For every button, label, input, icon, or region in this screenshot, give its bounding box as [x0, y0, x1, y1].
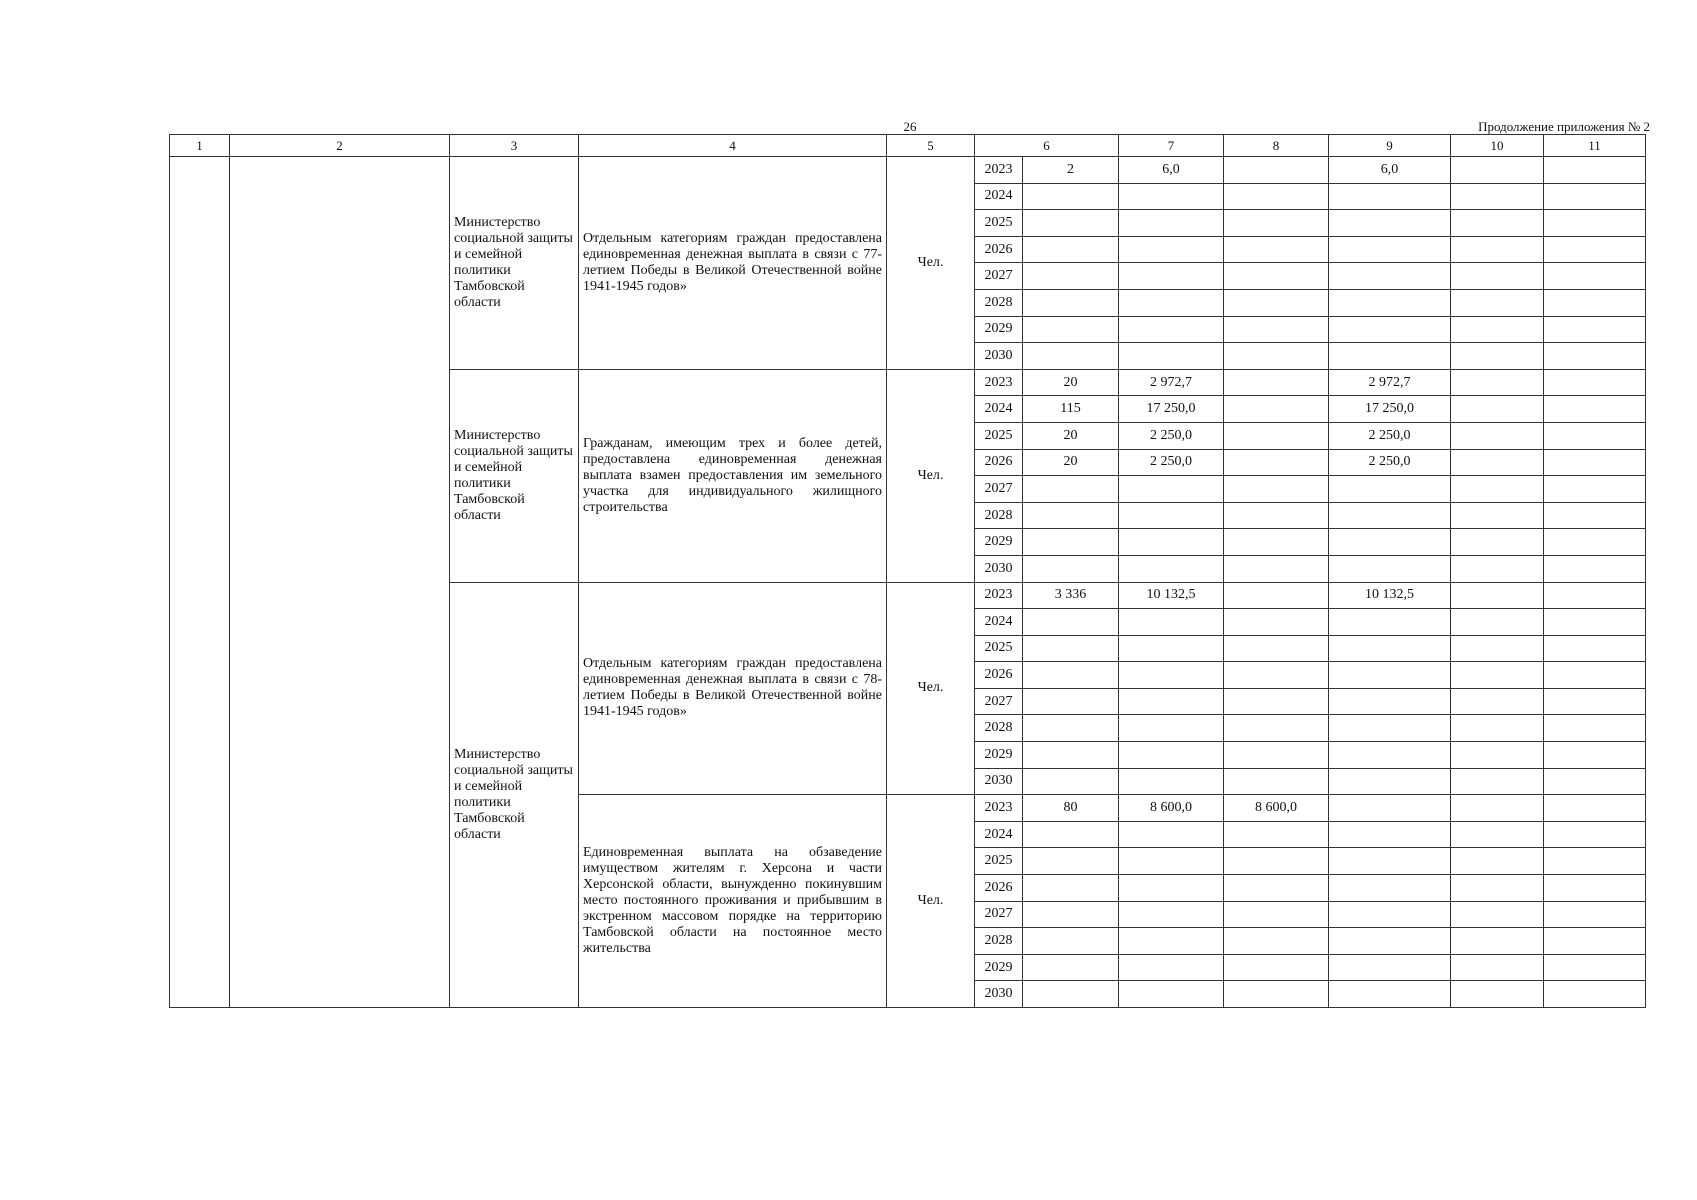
value-cell-7: 2 250,0 — [1119, 449, 1224, 476]
year-cell: 2025 — [975, 848, 1023, 875]
column-number-3: 3 — [450, 135, 579, 157]
value-cell-11 — [1544, 901, 1646, 928]
value-cell-8 — [1224, 848, 1329, 875]
value-cell-6 — [1023, 688, 1119, 715]
column-number-11: 11 — [1544, 135, 1646, 157]
value-cell-9 — [1329, 875, 1451, 902]
value-cell-10 — [1451, 768, 1544, 795]
value-cell-9 — [1329, 502, 1451, 529]
column-number-6: 6 — [975, 135, 1119, 157]
value-cell-10 — [1451, 343, 1544, 370]
value-cell-10 — [1451, 795, 1544, 822]
value-cell-10 — [1451, 981, 1544, 1008]
year-cell: 2030 — [975, 981, 1023, 1008]
value-cell-7 — [1119, 210, 1224, 237]
value-cell-7: 17 250,0 — [1119, 396, 1224, 423]
value-cell-11 — [1544, 555, 1646, 582]
value-cell-11 — [1544, 715, 1646, 742]
column-number-5: 5 — [887, 135, 975, 157]
value-cell-7 — [1119, 875, 1224, 902]
value-cell-8 — [1224, 688, 1329, 715]
year-cell: 2024 — [975, 396, 1023, 423]
value-cell-11 — [1544, 289, 1646, 316]
value-cell-8 — [1224, 183, 1329, 210]
value-cell-10 — [1451, 422, 1544, 449]
value-cell-11 — [1544, 981, 1646, 1008]
value-cell-9 — [1329, 981, 1451, 1008]
value-cell-7 — [1119, 821, 1224, 848]
value-cell-7: 8 600,0 — [1119, 795, 1224, 822]
column-number-row — [170, 135, 1646, 157]
value-cell-8 — [1224, 901, 1329, 928]
year-cell: 2027 — [975, 263, 1023, 290]
col1-cell — [170, 157, 230, 1008]
value-cell-9 — [1329, 529, 1451, 556]
column-number-2: 2 — [230, 135, 450, 157]
value-cell-9 — [1329, 210, 1451, 237]
value-cell-7 — [1119, 529, 1224, 556]
value-cell-10 — [1451, 157, 1544, 184]
value-cell-7 — [1119, 981, 1224, 1008]
value-cell-9 — [1329, 954, 1451, 981]
value-cell-8 — [1224, 715, 1329, 742]
value-cell-10 — [1451, 236, 1544, 263]
value-cell-6 — [1023, 609, 1119, 636]
value-cell-7 — [1119, 555, 1224, 582]
value-cell-10 — [1451, 715, 1544, 742]
column-number-4: 4 — [579, 135, 887, 157]
value-cell-8 — [1224, 768, 1329, 795]
unit-cell: Чел. — [887, 157, 975, 370]
value-cell-8 — [1224, 343, 1329, 370]
value-cell-8 — [1224, 609, 1329, 636]
value-cell-8 — [1224, 157, 1329, 184]
value-cell-6 — [1023, 662, 1119, 689]
value-cell-7 — [1119, 316, 1224, 343]
continuation-label: Продолжение приложения № 2 — [1478, 119, 1650, 134]
year-cell: 2029 — [975, 316, 1023, 343]
value-cell-9 — [1329, 662, 1451, 689]
value-cell-6 — [1023, 848, 1119, 875]
value-cell-10 — [1451, 183, 1544, 210]
value-cell-10 — [1451, 316, 1544, 343]
value-cell-9 — [1329, 183, 1451, 210]
value-cell-9 — [1329, 635, 1451, 662]
organization-cell: Министерство социальной защиты и семейной политики Тамбовской области — [450, 369, 579, 582]
value-cell-9: 2 250,0 — [1329, 422, 1451, 449]
value-cell-7 — [1119, 183, 1224, 210]
value-cell-9 — [1329, 555, 1451, 582]
value-cell-6 — [1023, 343, 1119, 370]
value-cell-8 — [1224, 289, 1329, 316]
value-cell-7 — [1119, 954, 1224, 981]
year-cell: 2030 — [975, 768, 1023, 795]
value-cell-8 — [1224, 635, 1329, 662]
value-cell-9 — [1329, 476, 1451, 503]
appendix-table — [169, 134, 1646, 1008]
value-cell-8 — [1224, 210, 1329, 237]
measure-description-cell: Единовременная выплата на обзаведение имуществом жителям г. Херсона и части Херсонской области, вынужденно покинувшим место постоянного проживания и прибывшим в экстренном массовом порядке на территорию Тамбовской области на постоянное место жительства — [579, 795, 887, 1008]
value-cell-6 — [1023, 236, 1119, 263]
value-cell-9 — [1329, 848, 1451, 875]
year-cell: 2030 — [975, 343, 1023, 370]
value-cell-11 — [1544, 768, 1646, 795]
year-cell: 2029 — [975, 529, 1023, 556]
value-cell-11 — [1544, 343, 1646, 370]
value-cell-8 — [1224, 529, 1329, 556]
value-cell-9 — [1329, 795, 1451, 822]
year-cell: 2027 — [975, 901, 1023, 928]
year-cell: 2024 — [975, 183, 1023, 210]
value-cell-6 — [1023, 954, 1119, 981]
value-cell-7 — [1119, 715, 1224, 742]
measure-description-cell: Гражданам, имеющим трех и более детей, предоставлена единовременная денежная выплата взамен предоставления им земельного участка для индивидуального жилищного строительства — [579, 369, 887, 582]
value-cell-10 — [1451, 901, 1544, 928]
value-cell-7: 6,0 — [1119, 157, 1224, 184]
value-cell-11 — [1544, 449, 1646, 476]
value-cell-6: 20 — [1023, 369, 1119, 396]
value-cell-8 — [1224, 502, 1329, 529]
year-cell: 2028 — [975, 928, 1023, 955]
column-number-1: 1 — [170, 135, 230, 157]
value-cell-11 — [1544, 688, 1646, 715]
year-cell: 2027 — [975, 476, 1023, 503]
value-cell-7 — [1119, 768, 1224, 795]
value-cell-11 — [1544, 529, 1646, 556]
value-cell-9 — [1329, 263, 1451, 290]
year-cell: 2028 — [975, 715, 1023, 742]
value-cell-8 — [1224, 954, 1329, 981]
column-number-8: 8 — [1224, 135, 1329, 157]
value-cell-9 — [1329, 928, 1451, 955]
value-cell-11 — [1544, 875, 1646, 902]
value-cell-9 — [1329, 688, 1451, 715]
value-cell-8 — [1224, 422, 1329, 449]
value-cell-10 — [1451, 609, 1544, 636]
value-cell-11 — [1544, 422, 1646, 449]
value-cell-10 — [1451, 396, 1544, 423]
value-cell-6 — [1023, 289, 1119, 316]
value-cell-9 — [1329, 742, 1451, 769]
organization-cell: Министерство социальной защиты и семейной политики Тамбовской области — [450, 157, 579, 370]
value-cell-7 — [1119, 502, 1224, 529]
value-cell-6 — [1023, 502, 1119, 529]
year-cell: 2028 — [975, 289, 1023, 316]
value-cell-6 — [1023, 768, 1119, 795]
year-cell: 2024 — [975, 821, 1023, 848]
value-cell-7 — [1119, 662, 1224, 689]
value-cell-9: 6,0 — [1329, 157, 1451, 184]
value-cell-11 — [1544, 236, 1646, 263]
value-cell-8 — [1224, 662, 1329, 689]
value-cell-10 — [1451, 875, 1544, 902]
value-cell-6 — [1023, 210, 1119, 237]
year-cell: 2026 — [975, 662, 1023, 689]
value-cell-8 — [1224, 316, 1329, 343]
value-cell-7: 2 250,0 — [1119, 422, 1224, 449]
column-number-7: 7 — [1119, 135, 1224, 157]
value-cell-11 — [1544, 821, 1646, 848]
value-cell-10 — [1451, 369, 1544, 396]
value-cell-6 — [1023, 316, 1119, 343]
value-cell-7: 10 132,5 — [1119, 582, 1224, 609]
value-cell-6: 80 — [1023, 795, 1119, 822]
value-cell-11 — [1544, 476, 1646, 503]
measure-description-cell: Отдельным категориям граждан предоставлена единовременная денежная выплата в связи с 77-летием Победы в Великой Отечественной войне 1941-1945 годов» — [579, 157, 887, 370]
year-cell: 2025 — [975, 635, 1023, 662]
year-cell: 2029 — [975, 742, 1023, 769]
value-cell-9 — [1329, 768, 1451, 795]
value-cell-8 — [1224, 875, 1329, 902]
value-cell-7: 2 972,7 — [1119, 369, 1224, 396]
value-cell-6: 2 — [1023, 157, 1119, 184]
column-number-10: 10 — [1451, 135, 1544, 157]
unit-cell: Чел. — [887, 795, 975, 1008]
year-cell: 2023 — [975, 157, 1023, 184]
value-cell-9 — [1329, 901, 1451, 928]
value-cell-10 — [1451, 529, 1544, 556]
year-cell: 2025 — [975, 422, 1023, 449]
value-cell-6 — [1023, 742, 1119, 769]
value-cell-6: 115 — [1023, 396, 1119, 423]
measure-description-cell: Отдельным категориям граждан предоставлена единовременная денежная выплата в связи с 78-летием Победы в Великой Отечественной войне 1941-1945 годов» — [579, 582, 887, 795]
value-cell-7 — [1119, 928, 1224, 955]
value-cell-8 — [1224, 742, 1329, 769]
value-cell-9 — [1329, 343, 1451, 370]
value-cell-11 — [1544, 369, 1646, 396]
value-cell-6 — [1023, 928, 1119, 955]
value-cell-11 — [1544, 635, 1646, 662]
value-cell-10 — [1451, 555, 1544, 582]
value-cell-6: 20 — [1023, 422, 1119, 449]
value-cell-10 — [1451, 848, 1544, 875]
year-cell: 2028 — [975, 502, 1023, 529]
value-cell-7 — [1119, 848, 1224, 875]
value-cell-6 — [1023, 821, 1119, 848]
year-cell: 2030 — [975, 555, 1023, 582]
value-cell-8 — [1224, 582, 1329, 609]
value-cell-8 — [1224, 555, 1329, 582]
value-cell-6 — [1023, 555, 1119, 582]
year-cell: 2023 — [975, 795, 1023, 822]
value-cell-11 — [1544, 210, 1646, 237]
value-cell-7 — [1119, 263, 1224, 290]
value-cell-11 — [1544, 502, 1646, 529]
value-cell-9: 2 250,0 — [1329, 449, 1451, 476]
value-cell-8 — [1224, 449, 1329, 476]
year-cell: 2029 — [975, 954, 1023, 981]
value-cell-10 — [1451, 449, 1544, 476]
value-cell-10 — [1451, 289, 1544, 316]
value-cell-10 — [1451, 688, 1544, 715]
value-cell-8 — [1224, 236, 1329, 263]
value-cell-9 — [1329, 289, 1451, 316]
value-cell-10 — [1451, 928, 1544, 955]
value-cell-10 — [1451, 662, 1544, 689]
value-cell-10 — [1451, 635, 1544, 662]
value-cell-7 — [1119, 609, 1224, 636]
column-number-9: 9 — [1329, 135, 1451, 157]
value-cell-7 — [1119, 901, 1224, 928]
value-cell-9: 17 250,0 — [1329, 396, 1451, 423]
value-cell-10 — [1451, 263, 1544, 290]
value-cell-11 — [1544, 742, 1646, 769]
year-cell: 2026 — [975, 449, 1023, 476]
value-cell-10 — [1451, 502, 1544, 529]
value-cell-7 — [1119, 688, 1224, 715]
value-cell-8 — [1224, 821, 1329, 848]
value-cell-11 — [1544, 183, 1646, 210]
value-cell-11 — [1544, 928, 1646, 955]
value-cell-6 — [1023, 901, 1119, 928]
value-cell-9: 2 972,7 — [1329, 369, 1451, 396]
value-cell-8 — [1224, 369, 1329, 396]
value-cell-11 — [1544, 396, 1646, 423]
col2-cell — [230, 157, 450, 1008]
value-cell-8: 8 600,0 — [1224, 795, 1329, 822]
value-cell-10 — [1451, 476, 1544, 503]
value-cell-8 — [1224, 981, 1329, 1008]
value-cell-8 — [1224, 263, 1329, 290]
year-cell: 2026 — [975, 875, 1023, 902]
value-cell-9 — [1329, 715, 1451, 742]
value-cell-9 — [1329, 316, 1451, 343]
unit-cell: Чел. — [887, 582, 975, 795]
value-cell-9: 10 132,5 — [1329, 582, 1451, 609]
value-cell-11 — [1544, 316, 1646, 343]
value-cell-11 — [1544, 954, 1646, 981]
value-cell-10 — [1451, 582, 1544, 609]
table-row — [170, 157, 1646, 184]
value-cell-7 — [1119, 635, 1224, 662]
year-cell: 2023 — [975, 582, 1023, 609]
value-cell-6 — [1023, 981, 1119, 1008]
unit-cell: Чел. — [887, 369, 975, 582]
year-cell: 2023 — [975, 369, 1023, 396]
value-cell-6 — [1023, 875, 1119, 902]
value-cell-6 — [1023, 715, 1119, 742]
value-cell-8 — [1224, 476, 1329, 503]
value-cell-10 — [1451, 821, 1544, 848]
organization-cell: Министерство социальной защиты и семейной политики Тамбовской области — [450, 582, 579, 1008]
value-cell-7 — [1119, 343, 1224, 370]
value-cell-8 — [1224, 928, 1329, 955]
year-cell: 2026 — [975, 236, 1023, 263]
value-cell-10 — [1451, 742, 1544, 769]
value-cell-6 — [1023, 635, 1119, 662]
value-cell-6 — [1023, 263, 1119, 290]
value-cell-11 — [1544, 263, 1646, 290]
value-cell-9 — [1329, 609, 1451, 636]
value-cell-10 — [1451, 210, 1544, 237]
year-cell: 2027 — [975, 688, 1023, 715]
value-cell-10 — [1451, 954, 1544, 981]
value-cell-11 — [1544, 662, 1646, 689]
value-cell-9 — [1329, 821, 1451, 848]
value-cell-8 — [1224, 396, 1329, 423]
value-cell-6: 3 336 — [1023, 582, 1119, 609]
value-cell-6 — [1023, 476, 1119, 503]
value-cell-7 — [1119, 476, 1224, 503]
page-number: 26 — [903, 119, 917, 134]
year-cell: 2025 — [975, 210, 1023, 237]
value-cell-6 — [1023, 529, 1119, 556]
value-cell-7 — [1119, 289, 1224, 316]
value-cell-9 — [1329, 236, 1451, 263]
value-cell-6: 20 — [1023, 449, 1119, 476]
value-cell-6 — [1023, 183, 1119, 210]
value-cell-11 — [1544, 848, 1646, 875]
value-cell-11 — [1544, 609, 1646, 636]
year-cell: 2024 — [975, 609, 1023, 636]
value-cell-7 — [1119, 236, 1224, 263]
value-cell-11 — [1544, 157, 1646, 184]
value-cell-11 — [1544, 795, 1646, 822]
value-cell-11 — [1544, 582, 1646, 609]
value-cell-7 — [1119, 742, 1224, 769]
